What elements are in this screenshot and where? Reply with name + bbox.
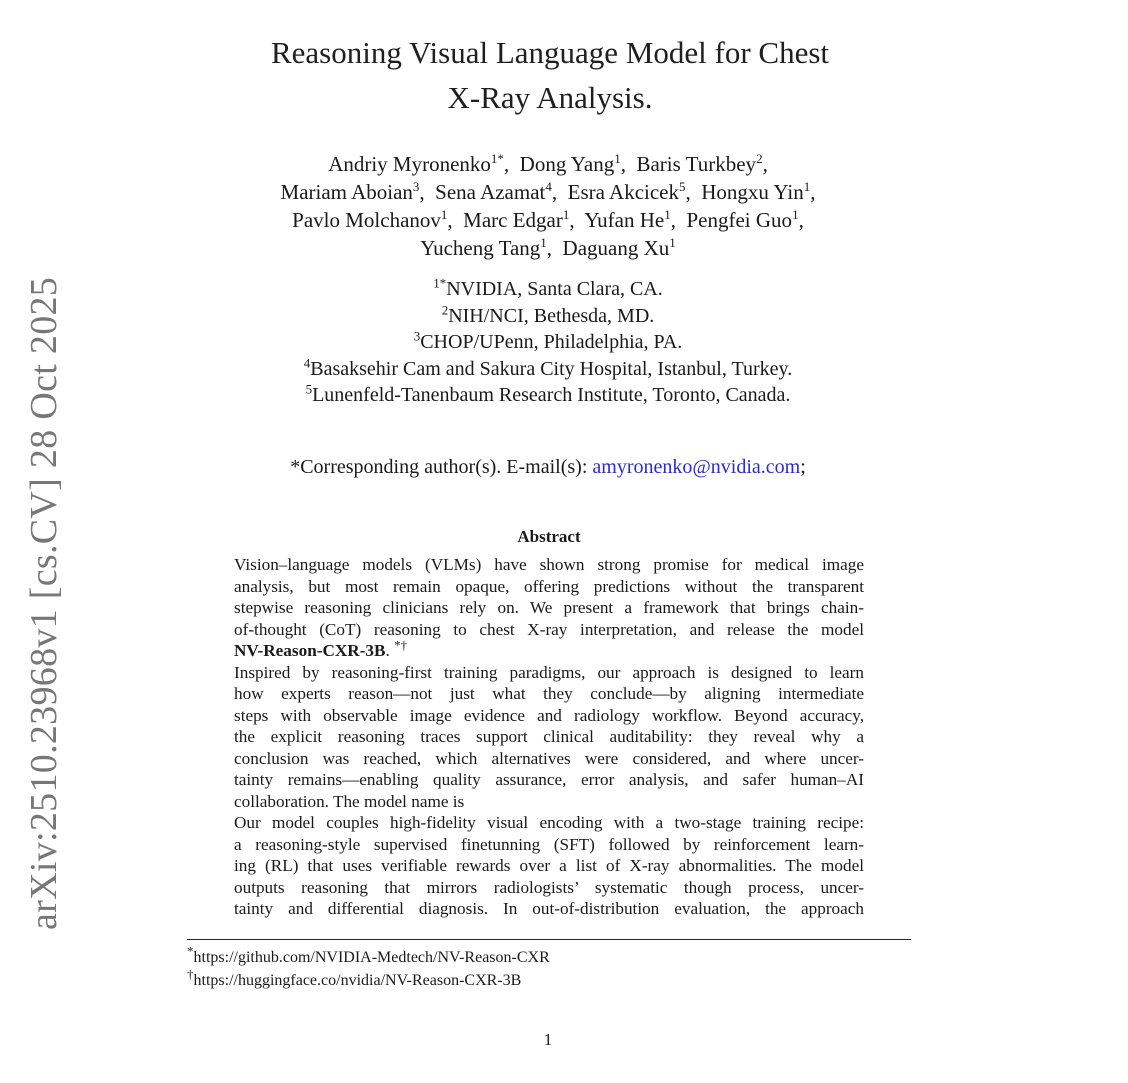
abstract-paragraph-1 bbox=[234, 554, 864, 662]
author-name: Mariam Aboian bbox=[280, 180, 413, 204]
abstract-line: steps with observable image evidence and radiology workflow. Beyond accuracy, bbox=[234, 705, 864, 725]
author-name: Andriy Myronenko bbox=[328, 152, 491, 176]
abstract-line: tainty remains—enabling quality assurance, error analysis, and safer human–AI bbox=[234, 770, 864, 789]
abstract-line: Our model couples high-fidelity visual encoding with a two-stage training recipe: bbox=[234, 813, 864, 832]
author-name: Baris Turkbey bbox=[636, 152, 757, 176]
author-name: Marc Edgar bbox=[463, 208, 563, 232]
abstract-line: ing (RL) that uses verifiable rewards over a list of X-ray abnormalities. The model bbox=[234, 856, 864, 875]
author-affiliation-mark: 1 bbox=[440, 207, 448, 222]
author-affiliation-mark: 2 bbox=[756, 151, 763, 166]
corresponding-label: *Corresponding author(s). E-mail(s): bbox=[290, 456, 593, 478]
footnote bbox=[187, 943, 911, 969]
footnote-marks: *† bbox=[394, 637, 408, 653]
affiliation-text: Lunenfeld-Tanenbaum Research Institute, Toronto, Canada. bbox=[312, 384, 791, 406]
affiliation-mark: 3 bbox=[413, 328, 421, 344]
author-name: Pengfei Guo bbox=[686, 208, 793, 232]
author-line: Andriy Myronenko$^{1*}$, Dong Yang$^1$, Baris Turkbey$^2$, bbox=[328, 151, 768, 176]
title-line-1: Reasoning Visual Language Model for Chest bbox=[270, 35, 830, 70]
affiliation-text: NVIDIA, Santa Clara, CA. bbox=[446, 278, 663, 300]
author-name: Hongxu Yin bbox=[701, 180, 804, 204]
author-name: Sena Azamat bbox=[435, 180, 546, 204]
author-affiliation-mark: 1 bbox=[669, 235, 676, 250]
footnotes bbox=[187, 943, 911, 992]
abstract-line: analysis, but most remain opaque, offering predictions without the transparent bbox=[234, 576, 864, 596]
affiliation bbox=[150, 329, 946, 356]
abstract-line: collaboration. The model name is bbox=[234, 791, 465, 811]
author-affiliation-mark: 3 bbox=[412, 179, 420, 194]
author-name: Esra Akcicek bbox=[567, 180, 679, 204]
abstract-line: the explicit reasoning traces support clinical auditability: they reveal why a bbox=[234, 727, 864, 746]
author-affiliation-mark: 1 bbox=[792, 207, 799, 222]
footnote-divider bbox=[187, 939, 911, 940]
abstract-punct: . bbox=[385, 641, 395, 660]
footnote bbox=[187, 966, 911, 992]
abstract-line: conclusion was reached, which alternatives were considered, and where uncer- bbox=[234, 748, 864, 768]
abstract-paragraph-2 bbox=[234, 662, 864, 813]
author-name: Daguang Xu bbox=[562, 236, 670, 260]
affiliation-text: CHOP/UPenn, Philadelphia, PA. bbox=[420, 331, 683, 353]
footnote-mark: * bbox=[187, 943, 194, 959]
affiliation-mark: 4 bbox=[303, 354, 311, 370]
email-link[interactable]: amyronenko@nvidia.com bbox=[592, 456, 801, 478]
author-affiliation-mark: 4 bbox=[545, 179, 552, 194]
author-name: Yucheng Tang bbox=[420, 236, 541, 260]
abstract-line: outputs reasoning that mirrors radiologists’ systematic though process, uncer- bbox=[234, 877, 864, 897]
corresponding-author bbox=[150, 456, 946, 479]
arxiv-identifier: arXiv:2510.23968v1 [cs.CV] 28 Oct 2025 bbox=[23, 276, 65, 930]
footnote-link[interactable]: https://github.com/NVIDIA-Medtech/NV-Reason-CXR bbox=[193, 949, 550, 966]
model-name: NV-Reason-CXR-3B bbox=[234, 641, 386, 660]
author-affiliation-mark: 1 bbox=[540, 235, 547, 250]
affiliation-text: NIH/NCI, Bethesda, MD. bbox=[448, 304, 655, 327]
affiliation bbox=[150, 356, 946, 383]
author-line: Mariam Aboian$^3$, Sena Azamat$^4$, Esra Akcicek$^5$, Hongxu Yin$^1$, bbox=[280, 179, 816, 204]
abstract-line: Vision–language models (VLMs) have shown strong promise for medical image bbox=[234, 555, 864, 574]
page-number: 1 bbox=[543, 1030, 553, 1049]
author-affiliation-mark: 5 bbox=[679, 179, 686, 194]
abstract-line: Inspired by reasoning-first training paradigms, our approach is designed to learn bbox=[234, 662, 864, 682]
abstract-paragraph-3 bbox=[234, 812, 864, 920]
author-name: Pavlo Molchanov bbox=[292, 208, 441, 232]
affiliation-mark: 2 bbox=[441, 301, 449, 317]
abstract-line bbox=[234, 637, 864, 662]
abstract-body bbox=[234, 554, 864, 920]
author-line: Yucheng Tang$^1$, Daguang Xu$^1$ bbox=[420, 235, 676, 260]
affiliation bbox=[150, 276, 946, 303]
author-name: Dong Yang bbox=[519, 152, 615, 176]
affiliation-text: Basaksehir Cam and Sakura City Hospital, Istanbul, Turkey. bbox=[310, 357, 793, 380]
author-affiliation-mark: 1* bbox=[490, 151, 504, 166]
affiliation bbox=[150, 382, 946, 409]
footnote-link[interactable]: https://huggingface.co/nvidia/NV-Reason-CXR-3B bbox=[193, 972, 522, 989]
abstract-line: how experts reason—not just what they conclude—by aligning intermediate bbox=[234, 684, 864, 703]
affiliation-mark: 1* bbox=[433, 275, 447, 291]
abstract-line: stepwise reasoning clinicians rely on. We present a framework that brings chain- bbox=[234, 598, 864, 617]
affiliation-list bbox=[150, 276, 946, 409]
abstract-line: a reasoning-style supervised finetunning (SFT) followed by reinforcement learn- bbox=[234, 834, 864, 854]
title-line-2: X-Ray Analysis. bbox=[447, 80, 653, 115]
footnote-mark: † bbox=[187, 966, 194, 982]
abstract-line: of-thought (CoT) reasoning to chest X-ray interpretation, and release the model bbox=[234, 619, 864, 639]
author-list bbox=[150, 150, 946, 262]
affiliation bbox=[150, 303, 946, 330]
author-affiliation-mark: 1 bbox=[803, 179, 811, 194]
corresponding-suffix: ; bbox=[800, 456, 806, 478]
author-affiliation-mark: 1 bbox=[664, 207, 671, 222]
affiliation-mark: 5 bbox=[305, 381, 313, 397]
author-line: Pavlo Molchanov$^1$, Marc Edgar$^1$, Yufan He$^1$, Pengfei Guo$^1$, bbox=[292, 207, 804, 232]
author-name: Yufan He bbox=[584, 208, 665, 232]
paper-title bbox=[200, 30, 900, 120]
author-affiliation-mark: 1 bbox=[562, 207, 570, 222]
author-affiliation-mark: 1 bbox=[614, 151, 621, 166]
abstract-heading: Abstract bbox=[517, 527, 581, 546]
abstract-line: tainty and differential diagnosis. In out-of-distribution evaluation, the approach bbox=[234, 899, 864, 918]
